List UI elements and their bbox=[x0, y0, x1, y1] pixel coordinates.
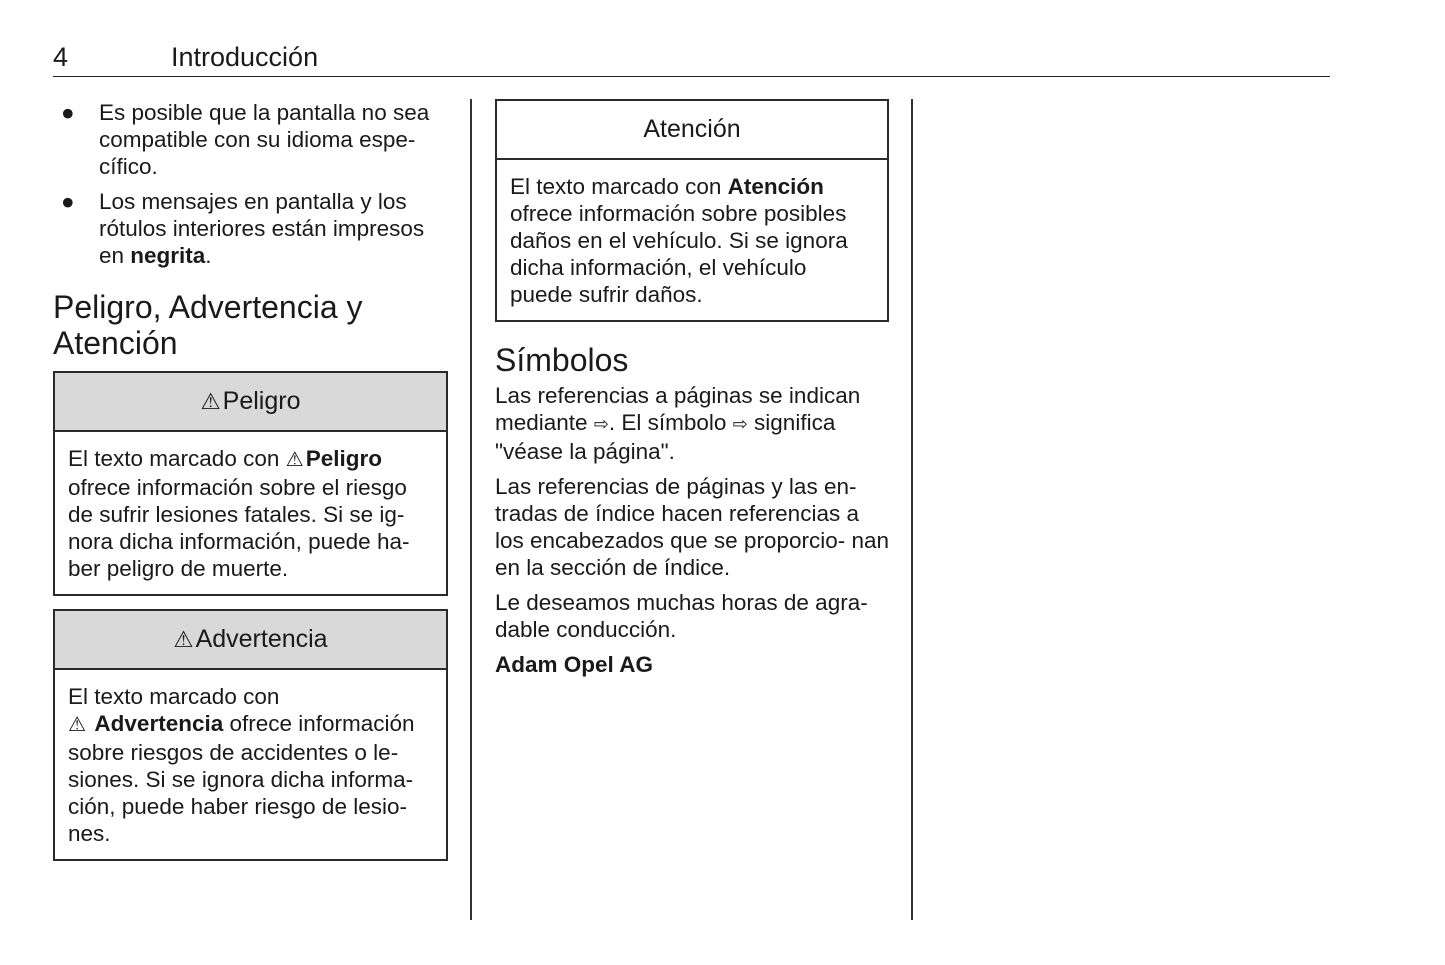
column-divider-left bbox=[470, 99, 472, 920]
notice-text: El texto marcado con bbox=[68, 684, 280, 709]
notice-text: ofrece información sobre el riesgo de sufrir lesiones fatales. Si se ig- nora dicha información, puede ha- ber peligro de muerte. bbox=[68, 475, 410, 581]
column-divider-right bbox=[911, 99, 913, 920]
bullet-icon: ● bbox=[61, 189, 75, 214]
notice-advertencia-title: Advertencia bbox=[195, 625, 328, 653]
notice-atencion-body bbox=[497, 160, 887, 320]
paragraph-text: . El símbolo bbox=[608, 410, 733, 435]
bold-term: Atención bbox=[727, 174, 824, 199]
column-middle bbox=[495, 99, 889, 686]
bullet-text: Es posible que la pantalla no sea compatible con su idioma espe- cífico. bbox=[99, 100, 430, 179]
bold-term: Peligro bbox=[305, 446, 383, 471]
chapter-title: Introducción bbox=[171, 42, 319, 72]
bold-term: negrita bbox=[130, 243, 206, 268]
notice-text: ofrece información sobre riesgos de accidentes o le- siones. Si se ignora dicha informa- ción, puede haber riesgo de lesio- nes. bbox=[68, 711, 415, 846]
warning-triangle-icon: ⚠ bbox=[200, 389, 221, 414]
bullet-text: Los mensajes en pantalla y los rótulos interiores están impresos en bbox=[99, 189, 425, 268]
signature: Adam Opel AG bbox=[495, 652, 653, 677]
symbols-paragraph-2: Las referencias de páginas y las en- tradas de índice hacen referencias a los encabezados que se proporcio- nan en la sección de índice. bbox=[495, 474, 890, 580]
notice-atencion-title: Atención bbox=[643, 115, 741, 143]
notice-advertencia-body bbox=[55, 670, 446, 859]
notice-peligro-title: Peligro bbox=[222, 387, 301, 415]
notice-atencion-header bbox=[497, 101, 887, 160]
notice-text: El texto marcado con bbox=[510, 174, 728, 199]
page-number: 4 bbox=[53, 42, 69, 72]
warning-triangle-icon: ⚠ bbox=[173, 627, 194, 652]
notice-peligro-body bbox=[55, 432, 446, 594]
bold-term: Advertencia bbox=[94, 711, 224, 736]
bullet-text-end: . bbox=[205, 243, 212, 268]
column-left bbox=[53, 99, 448, 861]
list-item bbox=[53, 188, 448, 269]
symbols-paragraph-1 bbox=[495, 382, 889, 465]
notice-peligro-header bbox=[55, 373, 446, 432]
warning-triangle-icon: ⚠ bbox=[285, 449, 304, 471]
notice-advertencia-header bbox=[55, 611, 446, 670]
notice-advertencia bbox=[53, 609, 448, 861]
paragraph-text: significa "véase la página". bbox=[495, 410, 836, 464]
notice-peligro bbox=[53, 371, 448, 596]
symbols-paragraph-3: Le deseamos muchas horas de agra- dable conducción. bbox=[495, 590, 868, 642]
notice-text: El texto marcado con bbox=[68, 446, 286, 471]
notice-atencion bbox=[495, 99, 889, 322]
paragraph-text: Las referencias a páginas se indican mediante bbox=[495, 383, 861, 435]
page-header bbox=[53, 40, 1330, 77]
bullet-list bbox=[53, 99, 448, 269]
section-heading-warnings: Peligro, Advertencia y Atención bbox=[53, 289, 363, 361]
page-reference-arrow-icon: ⇨ bbox=[593, 414, 609, 435]
page-reference-arrow-icon: ⇨ bbox=[732, 414, 748, 435]
bullet-icon: ● bbox=[61, 100, 75, 125]
section-heading-symbols: Símbolos bbox=[495, 342, 629, 378]
warning-triangle-icon: ⚠ bbox=[68, 714, 87, 736]
list-item bbox=[53, 99, 448, 180]
notice-text: ofrece información sobre posibles daños en el vehículo. Si se ignora dicha información, el vehículo puede sufrir daños. bbox=[510, 201, 848, 307]
